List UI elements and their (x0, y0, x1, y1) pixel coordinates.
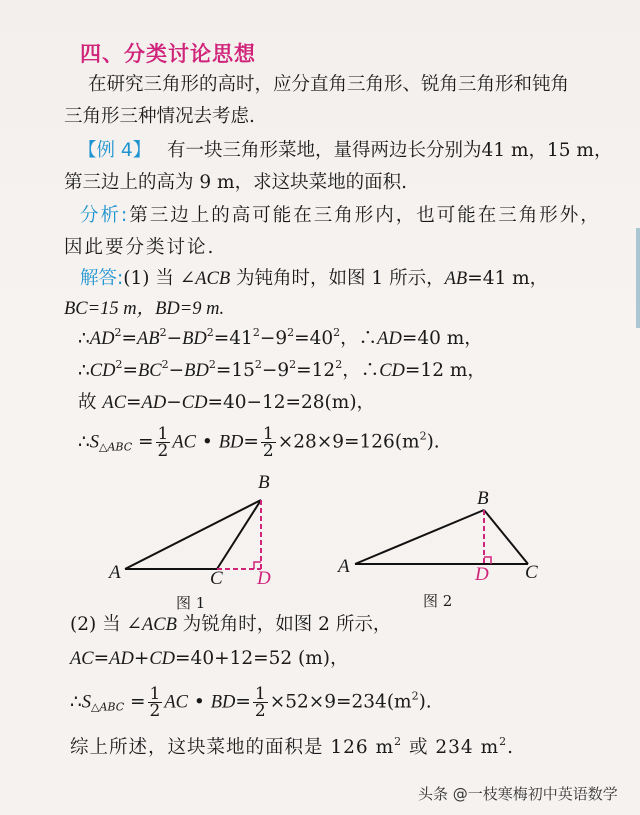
figure-1: B A C D 图 1 (100, 470, 300, 610)
equation-cd: $\therefore CD^2=BC^2-BD^2=15^2-9^2=12^2$，∴CD=12 m， (78, 358, 486, 381)
solution-line-1: 解答:(1) 当 ∠ACB 为钝角时，如图 1 所示，AB=41 m， (80, 268, 549, 289)
conclusion: 综上所述，这块菜地的面积是 126 $m^2$ 或 234 $m^2$. (70, 735, 515, 758)
example-line-2: 第三边上的高为 9 m，求这块菜地的面积. (64, 172, 407, 193)
equation-area-case2: $\therefore S_{\triangle ABC}$ = $\frac{1}{2}$ AC • BD= $\frac{1}{2}$ $\times 52\times 9=234(m^2)$. (70, 684, 432, 721)
example-line-1: 【例 4】 有一块三角形菜地，量得两边长分别为41 m，15 m， (78, 140, 613, 161)
example-label: 【例 4】 (78, 140, 152, 161)
figure-2: B A C D 图 2 (335, 470, 555, 610)
solution-line-2: BC=15 m，BD=9 m. (64, 299, 225, 319)
watermark: 头条 @一枝寒梅初中英语数学 (418, 785, 618, 803)
figure-2-caption: 图 2 (423, 592, 453, 610)
analysis-line-1: 分析:第三边上的高可能在三角形内，也可能在三角形外， (80, 205, 601, 226)
equation-ac-case2: AC=AD+CD=40+12=52 (m)， (70, 648, 349, 669)
equation-ad: $\therefore AD^2=AB^2-BD^2=41^2-9^2=40^2$，∴AD=40 m， (78, 326, 483, 349)
intro-line-1: 在研究三角形的高时，应分直角三角形、锐角三角形和钝角 (88, 74, 570, 95)
solution-label: 解答: (80, 268, 124, 289)
page-edge-strip (636, 228, 640, 328)
analysis-line-2: 因此要分类讨论. (64, 237, 216, 258)
intro-line-2: 三角形三种情况去考虑. (64, 106, 255, 127)
analysis-label: 分析: (80, 205, 130, 226)
obtuse-triangle-diagram (100, 470, 300, 580)
case2-line-1: (2) 当 ∠ACB 为锐角时，如图 2 所示， (70, 614, 392, 635)
section-title: 四、分类讨论思想 (80, 42, 256, 66)
equation-area-case1: $\therefore S_{\triangle ABC}$ = $\frac{1}{2}$ AC • BD= $\frac{1}{2}$ $\times 28\times 9=126(m^2)$. (78, 424, 440, 461)
equation-ac-case1: 故 AC=AD−CD=40−12=28(m)， (78, 392, 376, 413)
figure-1-caption: 图 1 (176, 594, 206, 612)
acute-triangle-diagram (335, 470, 555, 580)
